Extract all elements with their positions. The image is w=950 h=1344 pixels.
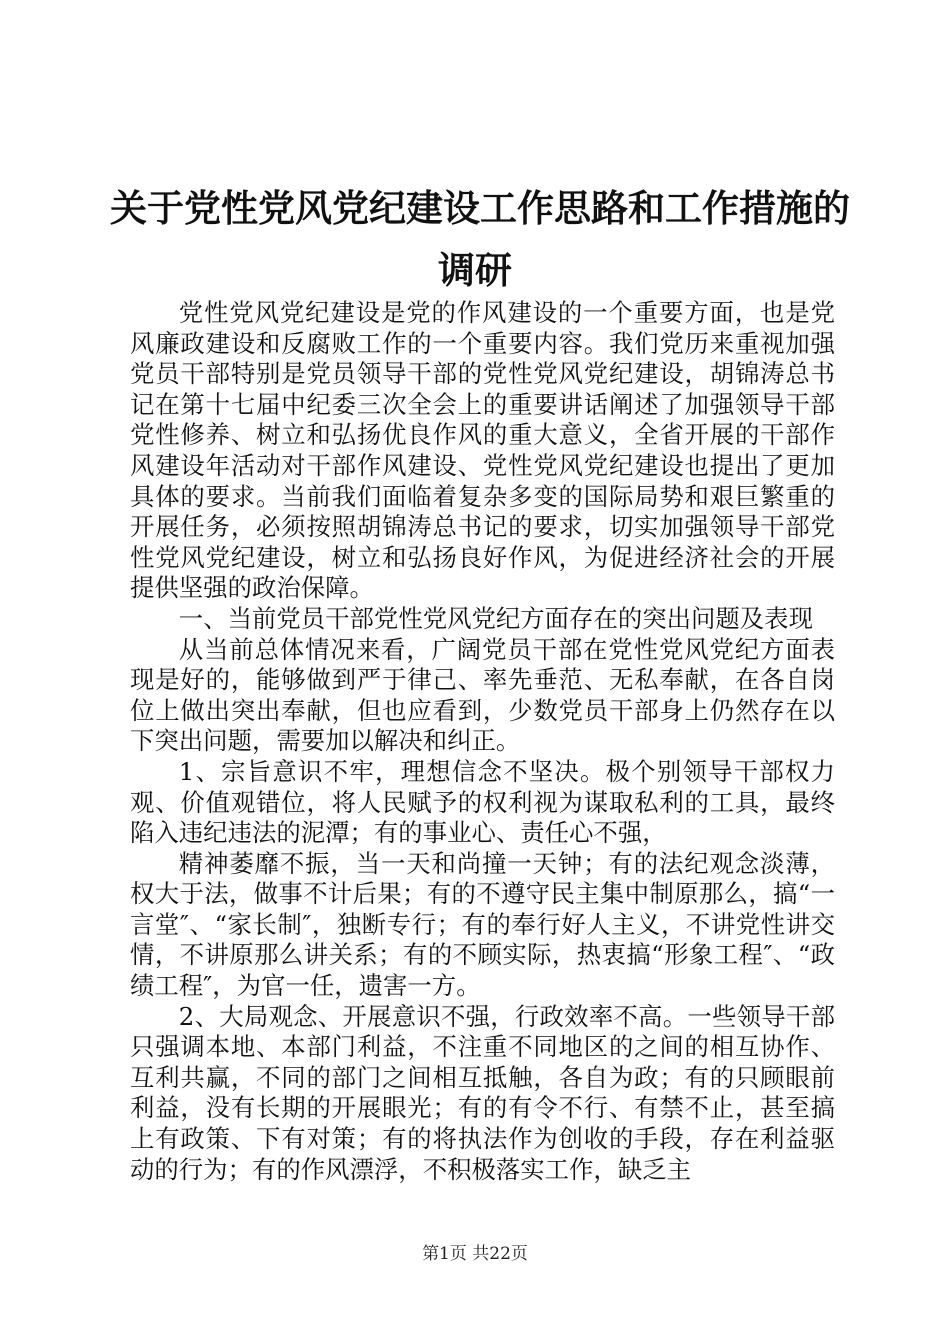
- document-body: [130, 298, 835, 1185]
- section-heading-1: 一、当前党员干部党性党风党纪方面存在的突出问题及表现: [178, 603, 813, 633]
- paragraph-point-1-continued: 精神萎靡不振，当一天和尚撞一天钟；有的法纪观念淡薄，权大于法，做事不计后果；有的不遵守民主集中制原那么，搞“一言堂″、“家长制″，独断专行；有的奉行好人主义，不讲党性讲交情，不讲原那么讲关系；有的不顾实际，热衷搞“形象工程″、“政绩工程″，为官一任，遗害一方。: [130, 848, 835, 1001]
- page-footer: 第1页 共22页: [422, 1244, 528, 1264]
- document-title-line-1: 关于党性党风党纪建设工作思路和工作措施的: [110, 186, 850, 230]
- document-title-line-2: 调研: [438, 248, 512, 292]
- paragraph-intro: 党性党风党纪建设是党的作风建设的一个重要方面，也是党风廉政建设和反腐败工作的一个重要内容。我们党历来重视加强党员干部特别是党员领导干部的党性党风党纪建设，胡锦涛总书记在第十七届中纪委三次全会上的重要讲话阐述了加强领导干部党性修养、树立和弘扬优良作风的重大意义，全省开展的干部作风建设年活动对干部作风建设、党性党风党纪建设也提出了更加具体的要求。当前我们面临着复杂多变的国际局势和艰巨繁重的开展任务，必须按照胡锦涛总书记的要求，切实加强领导干部党性党风党纪建设，树立和弘扬良好作风，为促进经济社会的开展提供坚强的政治保障。: [130, 298, 835, 603]
- paragraph-point-1: 1、宗旨意识不牢，理想信念不坚决。极个别领导干部权力观、价值观错位，将人民赋予的权利视为谋取私利的工具，最终陷入违纪违法的泥潭；有的事业心、责任心不强，: [130, 756, 835, 848]
- paragraph-overview: 从当前总体情况来看，广阔党员干部在党性党风党纪方面表现是好的，能够做到严于律己、率先垂范、无私奉献，在各自岗位上做出突出奉献，但也应看到，少数党员干部身上仍然存在以下突出问题，需要加以解决和纠正。: [130, 634, 835, 756]
- paragraph-point-2: 2、大局观念、开展意识不强，行政效率不高。一些领导干部只强调本地、本部门利益，不注重不同地区的之间的相互协作、互利共赢，不同的部门之间相互抵触，各自为政；有的只顾眼前利益，没有长期的开展眼光；有的有令不行、有禁不止，甚至搞上有政策、下有对策；有的将执法作为创收的手段，存在利益驱动的行为；有的作风漂浮，不积极落实工作，缺乏主: [130, 1001, 835, 1184]
